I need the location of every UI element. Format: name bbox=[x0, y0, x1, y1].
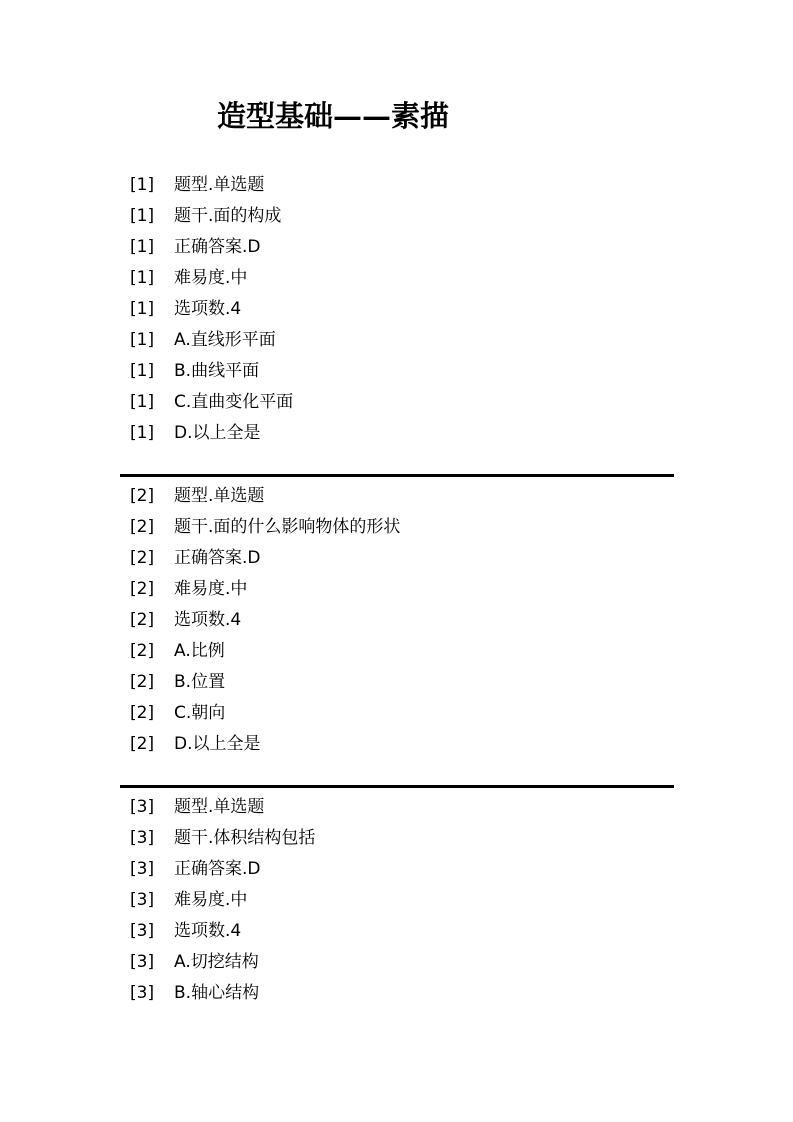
question-line-text: 题干.面的构成 bbox=[174, 206, 282, 226]
question-block bbox=[120, 170, 674, 449]
question-number: [2] bbox=[130, 641, 155, 661]
question-number: [2] bbox=[130, 703, 155, 723]
question-number: [2] bbox=[130, 610, 155, 630]
question-number: [3] bbox=[130, 828, 155, 848]
question-line bbox=[120, 387, 674, 418]
question-number: [2] bbox=[130, 486, 155, 506]
question-line-text: 题型.单选题 bbox=[174, 175, 265, 195]
question-block bbox=[120, 792, 674, 1009]
question-line bbox=[120, 356, 674, 387]
question-number: [1] bbox=[130, 361, 155, 381]
question-line bbox=[120, 854, 674, 885]
question-number: [3] bbox=[130, 859, 155, 879]
question-line bbox=[120, 823, 674, 854]
question-number: [2] bbox=[130, 734, 155, 754]
question-line-text: A.直线形平面 bbox=[174, 330, 276, 350]
question-line bbox=[120, 698, 674, 729]
question-number: [1] bbox=[130, 392, 155, 412]
question-line-text: 正确答案.D bbox=[174, 859, 261, 879]
question-number: [1] bbox=[130, 175, 155, 195]
question-line-text: 题干.面的什么影响物体的形状 bbox=[174, 517, 401, 537]
question-line-text: A.比例 bbox=[174, 641, 225, 661]
question-block bbox=[120, 481, 674, 760]
question-line-text: A.切挖结构 bbox=[174, 952, 259, 972]
question-line bbox=[120, 978, 674, 1009]
question-number: [2] bbox=[130, 579, 155, 599]
document-title: 造型基础——素描 bbox=[217, 99, 450, 133]
question-line bbox=[120, 325, 674, 356]
question-number: [2] bbox=[130, 672, 155, 692]
question-line-text: 题干.体积结构包括 bbox=[174, 828, 316, 848]
question-line bbox=[120, 201, 674, 232]
question-line bbox=[120, 916, 674, 947]
question-line-text: 选项数.4 bbox=[174, 610, 242, 630]
question-line-text: 题型.单选题 bbox=[174, 797, 265, 817]
question-line-text: C.朝向 bbox=[174, 703, 226, 723]
question-number: [1] bbox=[130, 237, 155, 257]
question-line-text: 选项数.4 bbox=[174, 299, 242, 319]
question-line-text: 题型.单选题 bbox=[174, 486, 265, 506]
question-line bbox=[120, 667, 674, 698]
question-line-text: B.轴心结构 bbox=[174, 983, 260, 1003]
question-line-text: B.曲线平面 bbox=[174, 361, 260, 381]
question-number: [3] bbox=[130, 983, 155, 1003]
question-line bbox=[120, 947, 674, 978]
question-line bbox=[120, 294, 674, 325]
question-line bbox=[120, 729, 674, 760]
question-number: [3] bbox=[130, 890, 155, 910]
question-line bbox=[120, 574, 674, 605]
question-number: [1] bbox=[130, 206, 155, 226]
question-line bbox=[120, 418, 674, 449]
question-line-text: 难易度.中 bbox=[174, 890, 248, 910]
question-number: [1] bbox=[130, 330, 155, 350]
question-number: [3] bbox=[130, 797, 155, 817]
question-number: [1] bbox=[130, 299, 155, 319]
question-number: [1] bbox=[130, 268, 155, 288]
question-line bbox=[120, 232, 674, 263]
question-list bbox=[120, 170, 674, 1009]
question-line-text: D.以上全是 bbox=[174, 423, 261, 443]
question-line bbox=[120, 792, 674, 823]
question-line-text: 难易度.中 bbox=[174, 268, 248, 288]
question-divider bbox=[120, 474, 674, 477]
question-number: [3] bbox=[130, 952, 155, 972]
question-line bbox=[120, 605, 674, 636]
question-line bbox=[120, 885, 674, 916]
question-line-text: B.位置 bbox=[174, 672, 226, 692]
question-number: [3] bbox=[130, 921, 155, 941]
question-divider bbox=[120, 785, 674, 788]
question-line bbox=[120, 636, 674, 667]
question-line-text: 正确答案.D bbox=[174, 237, 261, 257]
question-line-text: C.直曲变化平面 bbox=[174, 392, 294, 412]
question-number: [1] bbox=[130, 423, 155, 443]
question-line-text: D.以上全是 bbox=[174, 734, 261, 754]
question-line bbox=[120, 170, 674, 201]
question-line bbox=[120, 512, 674, 543]
question-number: [2] bbox=[130, 548, 155, 568]
question-line bbox=[120, 263, 674, 294]
question-number: [2] bbox=[130, 517, 155, 537]
question-line-text: 正确答案.D bbox=[174, 548, 261, 568]
question-line-text: 难易度.中 bbox=[174, 579, 248, 599]
question-line bbox=[120, 481, 674, 512]
question-line-text: 选项数.4 bbox=[174, 921, 242, 941]
question-line bbox=[120, 543, 674, 574]
